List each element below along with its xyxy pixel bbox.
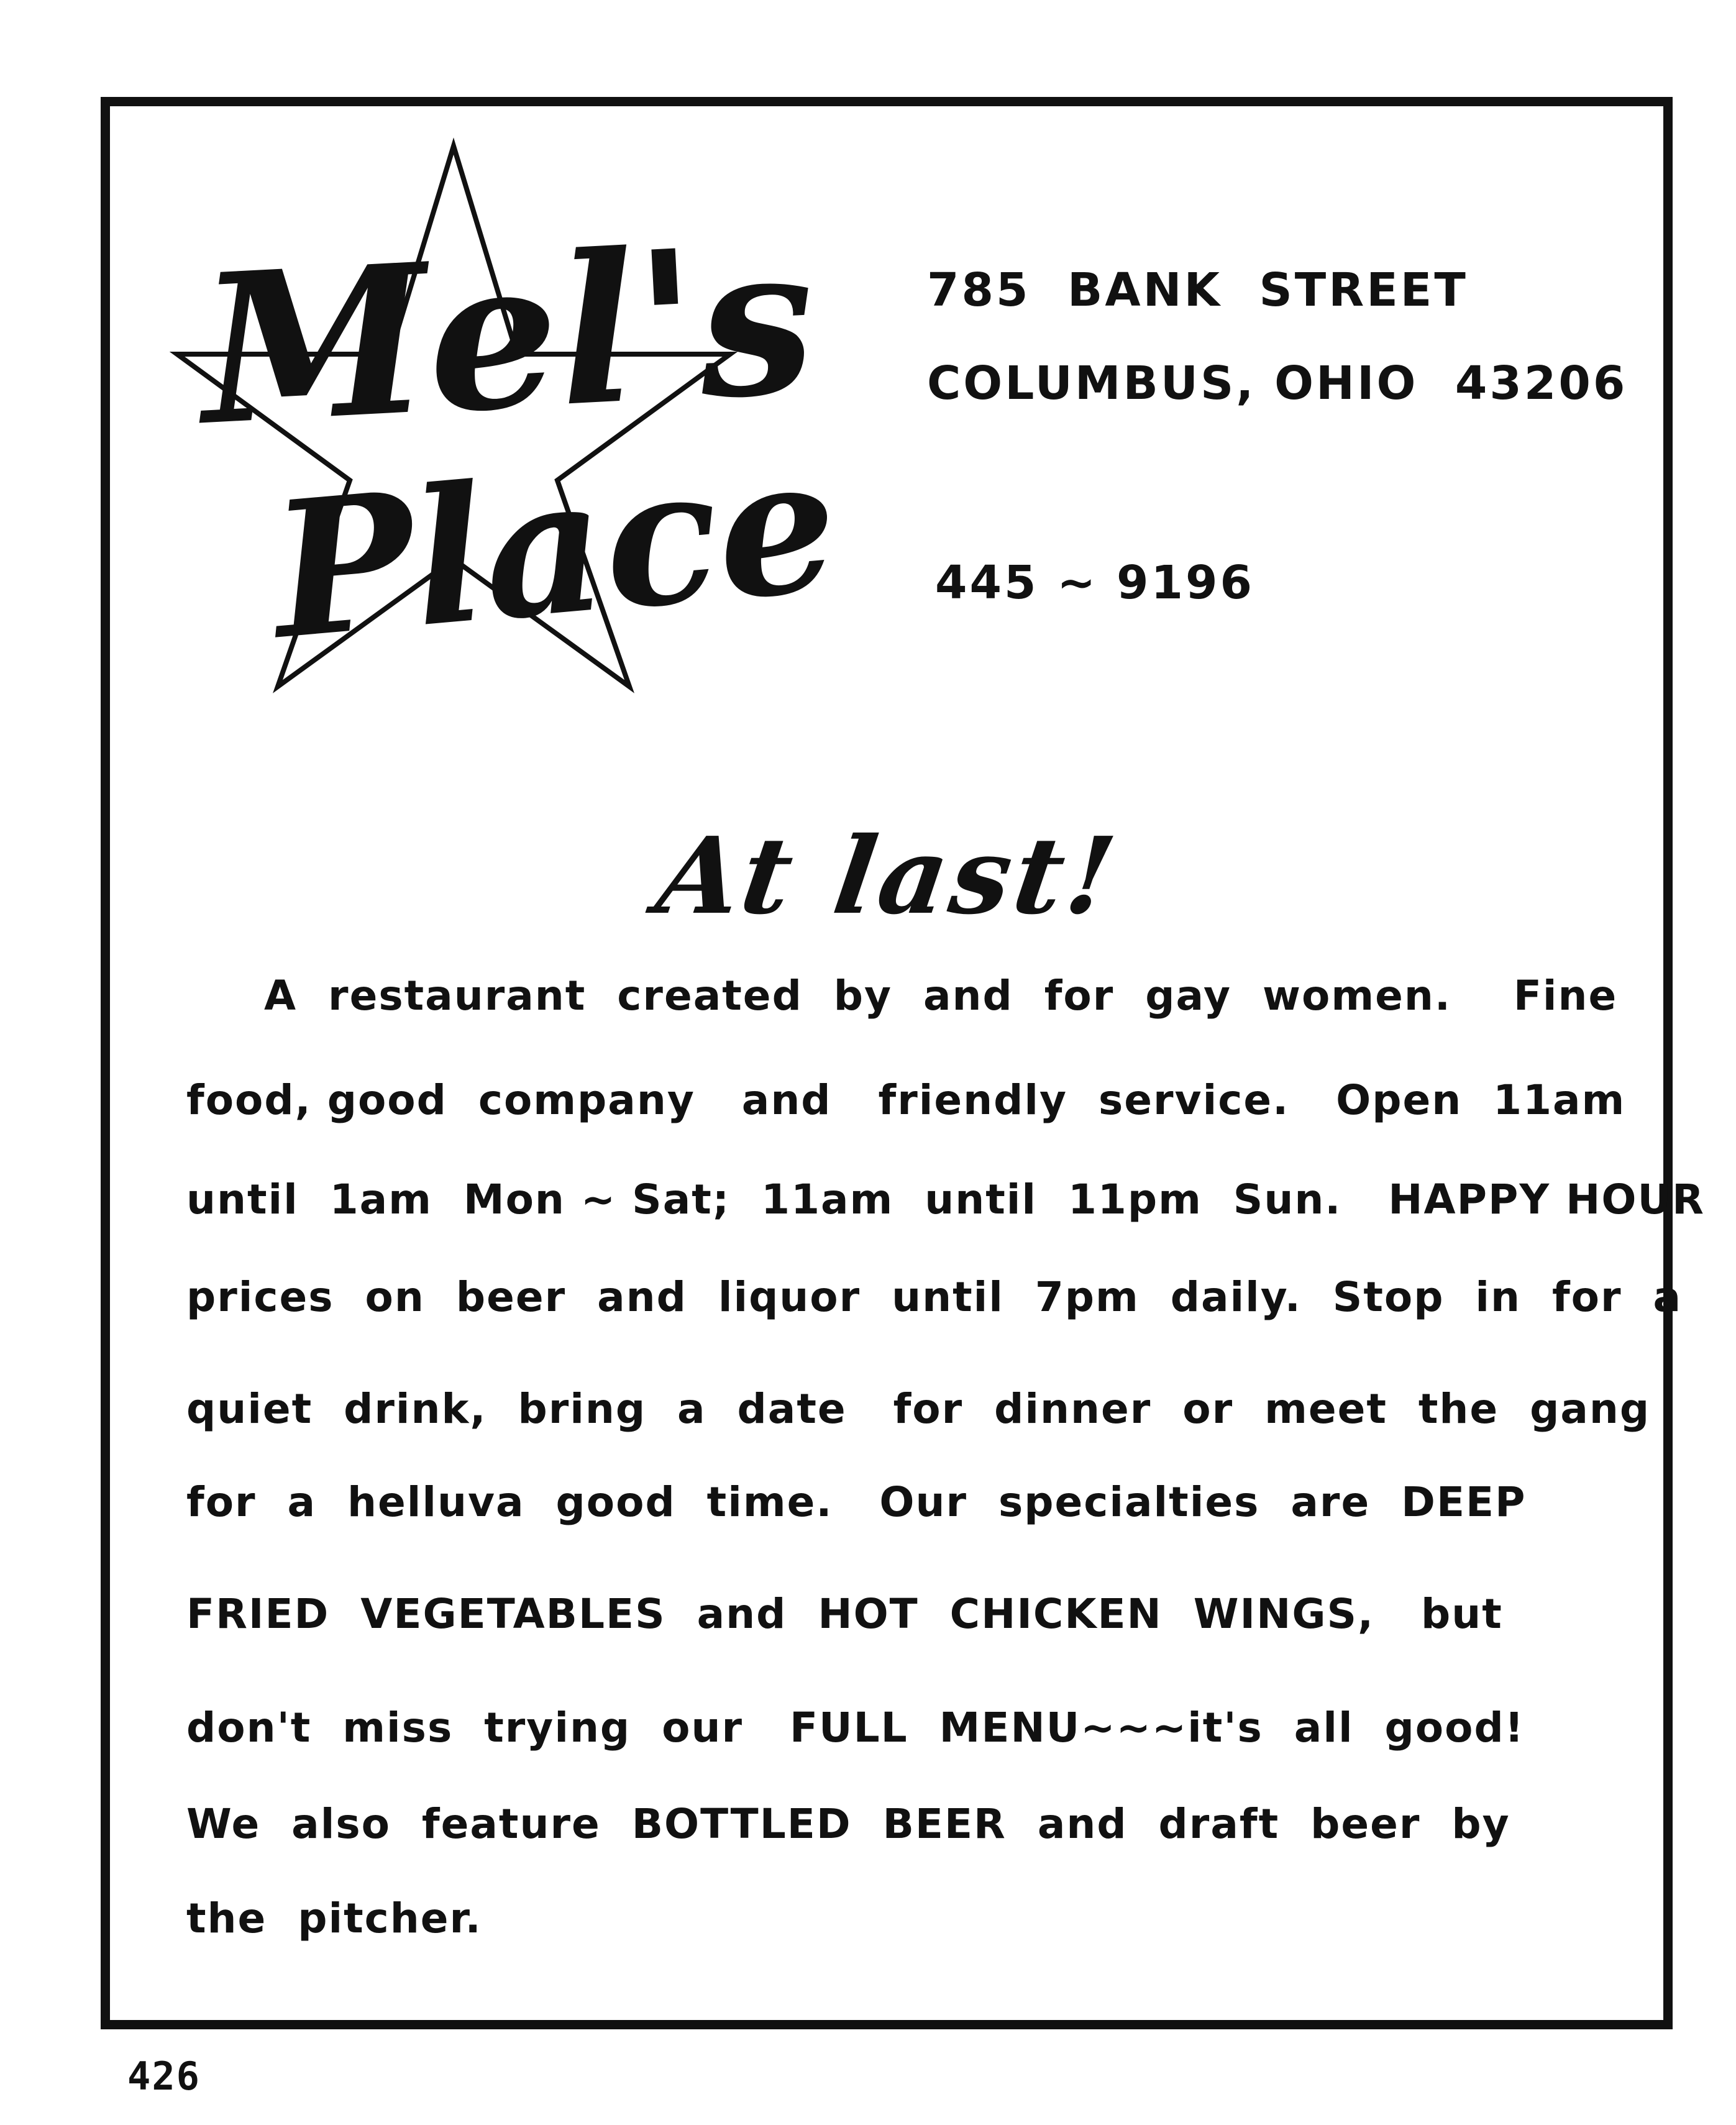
body-line: food, good company and friendly service. Open 11am	[186, 1076, 1626, 1124]
body-line: don't miss trying our FULL MENU~~~it's all good!	[186, 1704, 1525, 1752]
body-line: until 1am Mon ~ Sat; 11am until 11pm Sun. HAPPY HOUR	[186, 1176, 1705, 1223]
body-line: the pitcher.	[186, 1894, 482, 1942]
logo-line-2: Place	[264, 413, 846, 681]
body-line: quiet drink, bring a date for dinner or meet the gang	[186, 1385, 1651, 1433]
phone-number: 445 ~ 9196	[935, 556, 1254, 610]
logo-line-1: Mel's	[194, 198, 821, 471]
body-line: prices on beer and liquor until 7pm daily. Stop in for a	[186, 1273, 1683, 1321]
body-line: A restaurant created by and for gay women. Fine	[264, 972, 1618, 1020]
headline: At last!	[649, 814, 1126, 938]
body-line: We also feature BOTTLED BEER and draft beer by	[186, 1800, 1510, 1848]
page-number: 426	[127, 2054, 201, 2099]
body-line: for a helluva good time. Our specialties are DEEP	[186, 1478, 1527, 1526]
city-state-zip: COLUMBUS, OHIO 43206	[927, 357, 1628, 410]
street-address: 785 BANK STREET	[927, 263, 1468, 317]
mels-place-logo	[177, 140, 846, 743]
body-line: FRIED VEGETABLES and HOT CHICKEN WINGS, but	[186, 1590, 1503, 1638]
